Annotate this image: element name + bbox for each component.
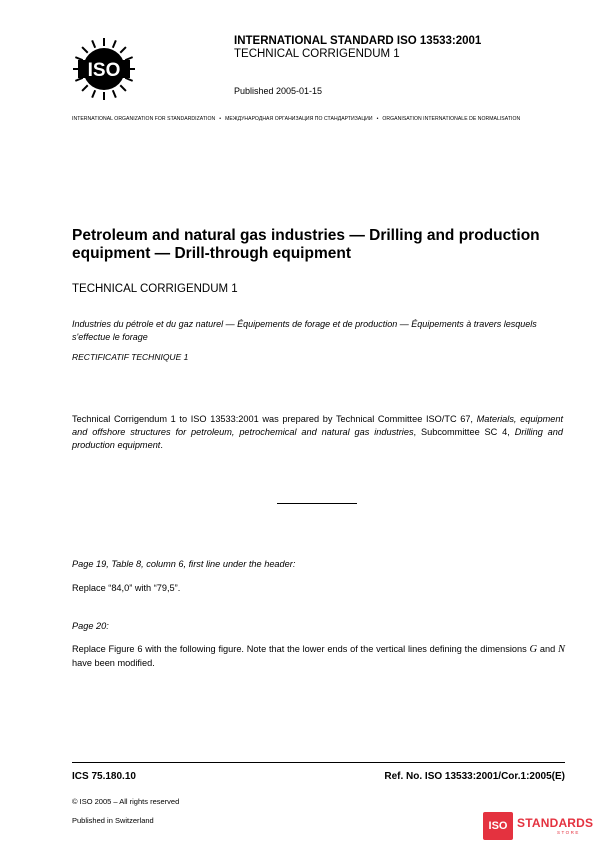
prep-text-1: Technical Corrigendum 1 to ISO 13533:2001 was prepared by Technical Committee ISO/TC 67, bbox=[72, 414, 477, 424]
org-name-en: INTERNATIONAL ORGANIZATION FOR STANDARDIZATION bbox=[72, 116, 216, 122]
reference-number: Ref. No. ISO 13533:2001/Cor.1:2005(E) bbox=[384, 771, 565, 782]
page20-text-1: Replace Figure 6 with the following figure. Note that the lower ends of the vertical lines defining the dimensions bbox=[72, 644, 530, 654]
ics-code: ICS 75.180.10 bbox=[72, 771, 136, 782]
page20-reference: Page 20: bbox=[72, 621, 109, 631]
store-text-group bbox=[517, 817, 593, 835]
prep-committee-name: Materials, equipment and offshore structures for petroleum, petrochemical and natural gas industries bbox=[72, 414, 564, 437]
copyright-notice: © ISO 2005 – All rights reserved bbox=[72, 797, 180, 806]
published-in: Published in Switzerland bbox=[72, 816, 154, 825]
french-title: Industries du pétrole et du gaz naturel — Équipements de forage et de production — Équipements à travers lesquels s'effectue le forage bbox=[72, 319, 537, 342]
store-label: STANDARDS bbox=[517, 816, 594, 830]
document-subtitle: TECHNICAL CORRIGENDUM 1 bbox=[72, 283, 238, 295]
org-separator: • bbox=[219, 116, 222, 122]
document-title: Petroleum and natural gas industries — Drilling and production equipment — Drill-through equipment bbox=[72, 227, 540, 262]
prep-subcommittee-name: Drilling and production equipment bbox=[72, 426, 563, 450]
footer-rule bbox=[72, 762, 565, 763]
preparation-paragraph bbox=[72, 413, 563, 451]
corrigendum-label: TECHNICAL CORRIGENDUM 1 bbox=[234, 48, 400, 60]
org-name-fr: ORGANISATION INTERNATIONALE DE NORMALISATION bbox=[382, 116, 521, 122]
french-subtitle: RECTIFICATIF TECHNIQUE 1 bbox=[72, 352, 189, 362]
store-badge: ISO bbox=[483, 812, 513, 840]
page20-correction bbox=[72, 643, 565, 670]
prep-text-3: . bbox=[160, 439, 163, 450]
page19-correction: Replace “84,0” with “79,5”. bbox=[72, 583, 181, 593]
section-divider bbox=[277, 503, 357, 504]
page19-reference: Page 19, Table 8, column 6, first line under the header: bbox=[72, 559, 296, 569]
variable-g: G bbox=[529, 644, 538, 655]
page20-text-2: have been modified. bbox=[72, 657, 155, 668]
org-separator: • bbox=[376, 116, 379, 122]
variable-n: N bbox=[557, 644, 565, 655]
org-name-ru: МЕЖДУНАРОДНАЯ ОРГАНИЗАЦИЯ ПО СТАНДАРТИЗАЦИИ bbox=[225, 116, 373, 122]
page20-and: and bbox=[537, 644, 558, 654]
published-date: Published 2005-01-15 bbox=[234, 86, 323, 96]
organization-names bbox=[72, 116, 520, 122]
standard-title: INTERNATIONAL STANDARD ISO 13533:2001 bbox=[234, 35, 482, 47]
iso-logo bbox=[72, 37, 136, 101]
store-small-label: STORE bbox=[557, 830, 580, 835]
standards-store-watermark bbox=[483, 811, 595, 841]
prep-text-2: , Subcommittee SC 4, bbox=[413, 426, 515, 437]
iso-logo-text: ISO bbox=[87, 60, 121, 81]
